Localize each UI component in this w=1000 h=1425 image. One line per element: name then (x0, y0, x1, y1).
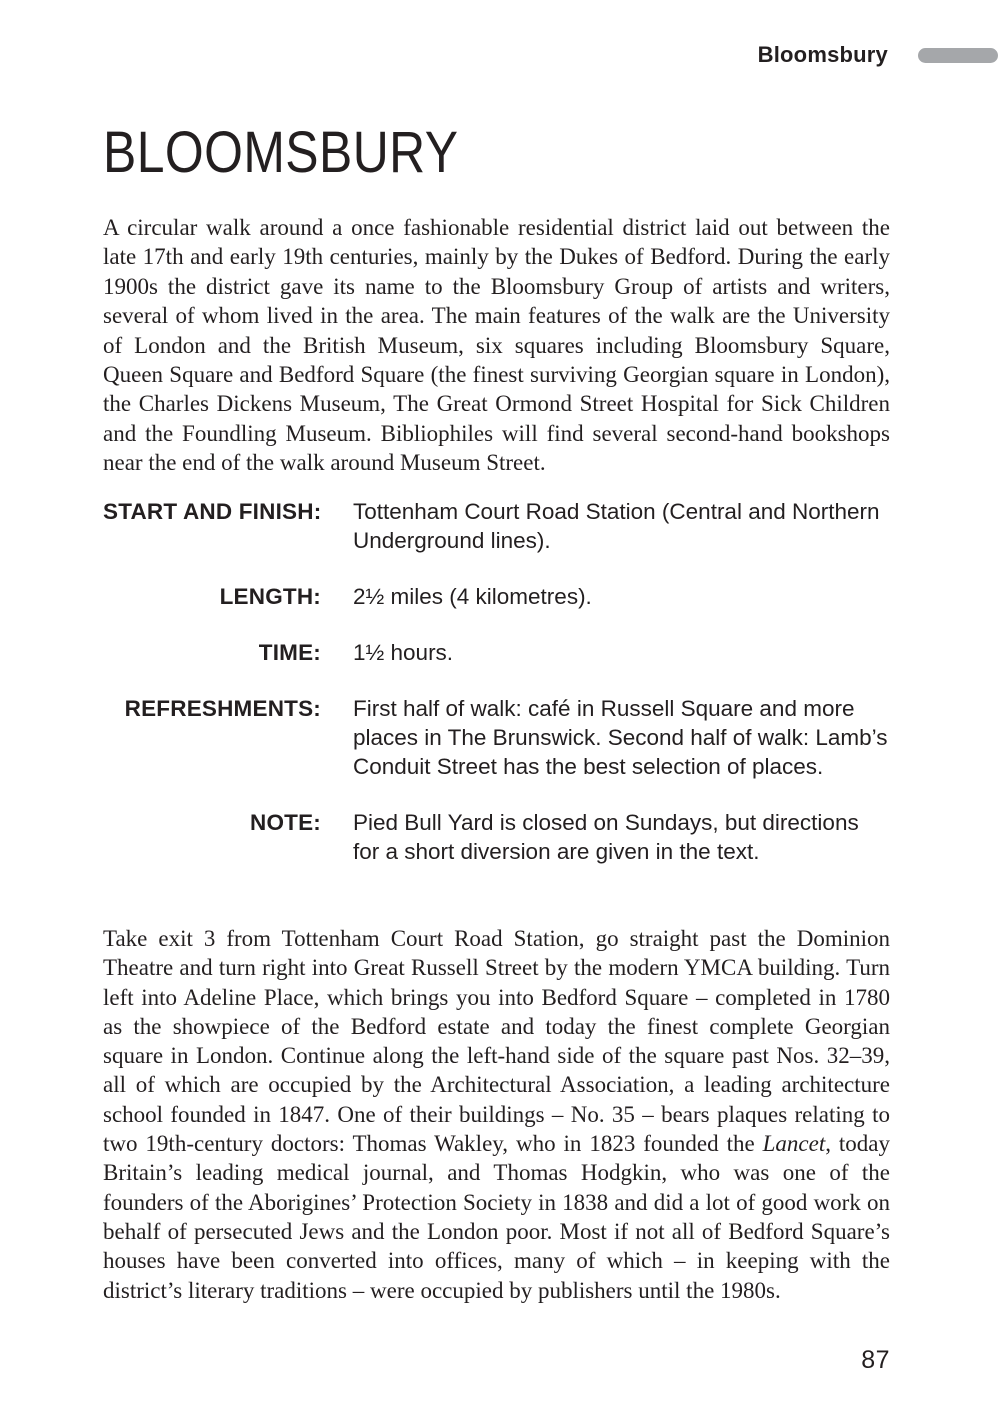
running-title: Bloomsbury (757, 42, 888, 67)
intro-paragraph: A circular walk around a once fashionable residential district laid out between the late 17th and early 19th centuries, mainly by the Dukes of Bedford. During the early 1900s the district gave its name to the Bloomsbury Group of artists and writers, several of whom lived in the area. The main features of the walk are the University of London and the British Museum, six squares including Bloomsbury Square, Queen Square and Bedford Square (the finest surviving Georgian square in London), the Charles Dickens Museum, The Great Ormond Street Hospital for Sick Children and the Foundling Museum. Bibliophiles will find several second-hand bookshops near the end of the walk around Museum Street. (103, 215, 890, 476)
page-header (103, 42, 998, 68)
info-value-note: Pied Bull Yard is closed on Sundays, but directions for a short diversion are given in the text. (353, 810, 859, 864)
info-value-length: 2½ miles (4 kilometres). (353, 584, 592, 609)
info-label-time: TIME: (258, 640, 321, 665)
page-number: 87 (861, 1346, 890, 1374)
italic-term-lancet: Lancet (762, 1131, 826, 1157)
body-text-before: Take exit 3 from Tottenham Court Road Station, go straight past the Dominion Theatre and turn right into Great Russell Street by the modern YMCA building. Turn left into Adeline Place, which brings you into Bedford Square – completed in 1780 as the showpiece of the Bedford estate and today the finest complete Georgian square in London. Continue along the left-hand side of the square past Nos. 32–39, all of which are occupied by the Architectural Association, a leading architecture school founded in 1847. One of their buildings – No. 35 – bears plaques relating to two 19th-century doctors: Thomas Wakley, who in 1823 founded the (103, 926, 890, 1157)
body-text-after: , today Britain’s leading medical journal, and Thomas Hodgkin, who was one of the founders of the Aborigines’ Protection Society in 1838 and did a lot of good work on behalf of persecuted Jews and the London poor. Most if not all of Bedford Square’s houses have been converted into offices, many of which – in keeping with the district’s literary traditions – were occupied by publishers until the 1980s. (103, 1131, 890, 1303)
info-label-start-and-finish: START AND FINISH: (103, 499, 322, 524)
info-value-refreshments: First half of walk: café in Russell Square and more places in The Brunswick. Second half of walk: Lamb’s Conduit Street has the best selection of places. (353, 696, 888, 779)
info-label-refreshments: REFRESHMENTS: (124, 696, 321, 721)
body-paragraph (103, 924, 890, 1305)
info-value-time: 1½ hours. (353, 640, 454, 665)
info-label-length: LENGTH: (219, 584, 321, 609)
page-title: BLOOMSBURY (103, 120, 459, 185)
info-label-note: NOTE: (250, 810, 321, 835)
walk-info-list (103, 497, 890, 866)
info-value-start-and-finish: Tottenham Court Road Station (Central and Northern Underground lines). (353, 499, 880, 553)
header-tab-bar (918, 48, 998, 63)
